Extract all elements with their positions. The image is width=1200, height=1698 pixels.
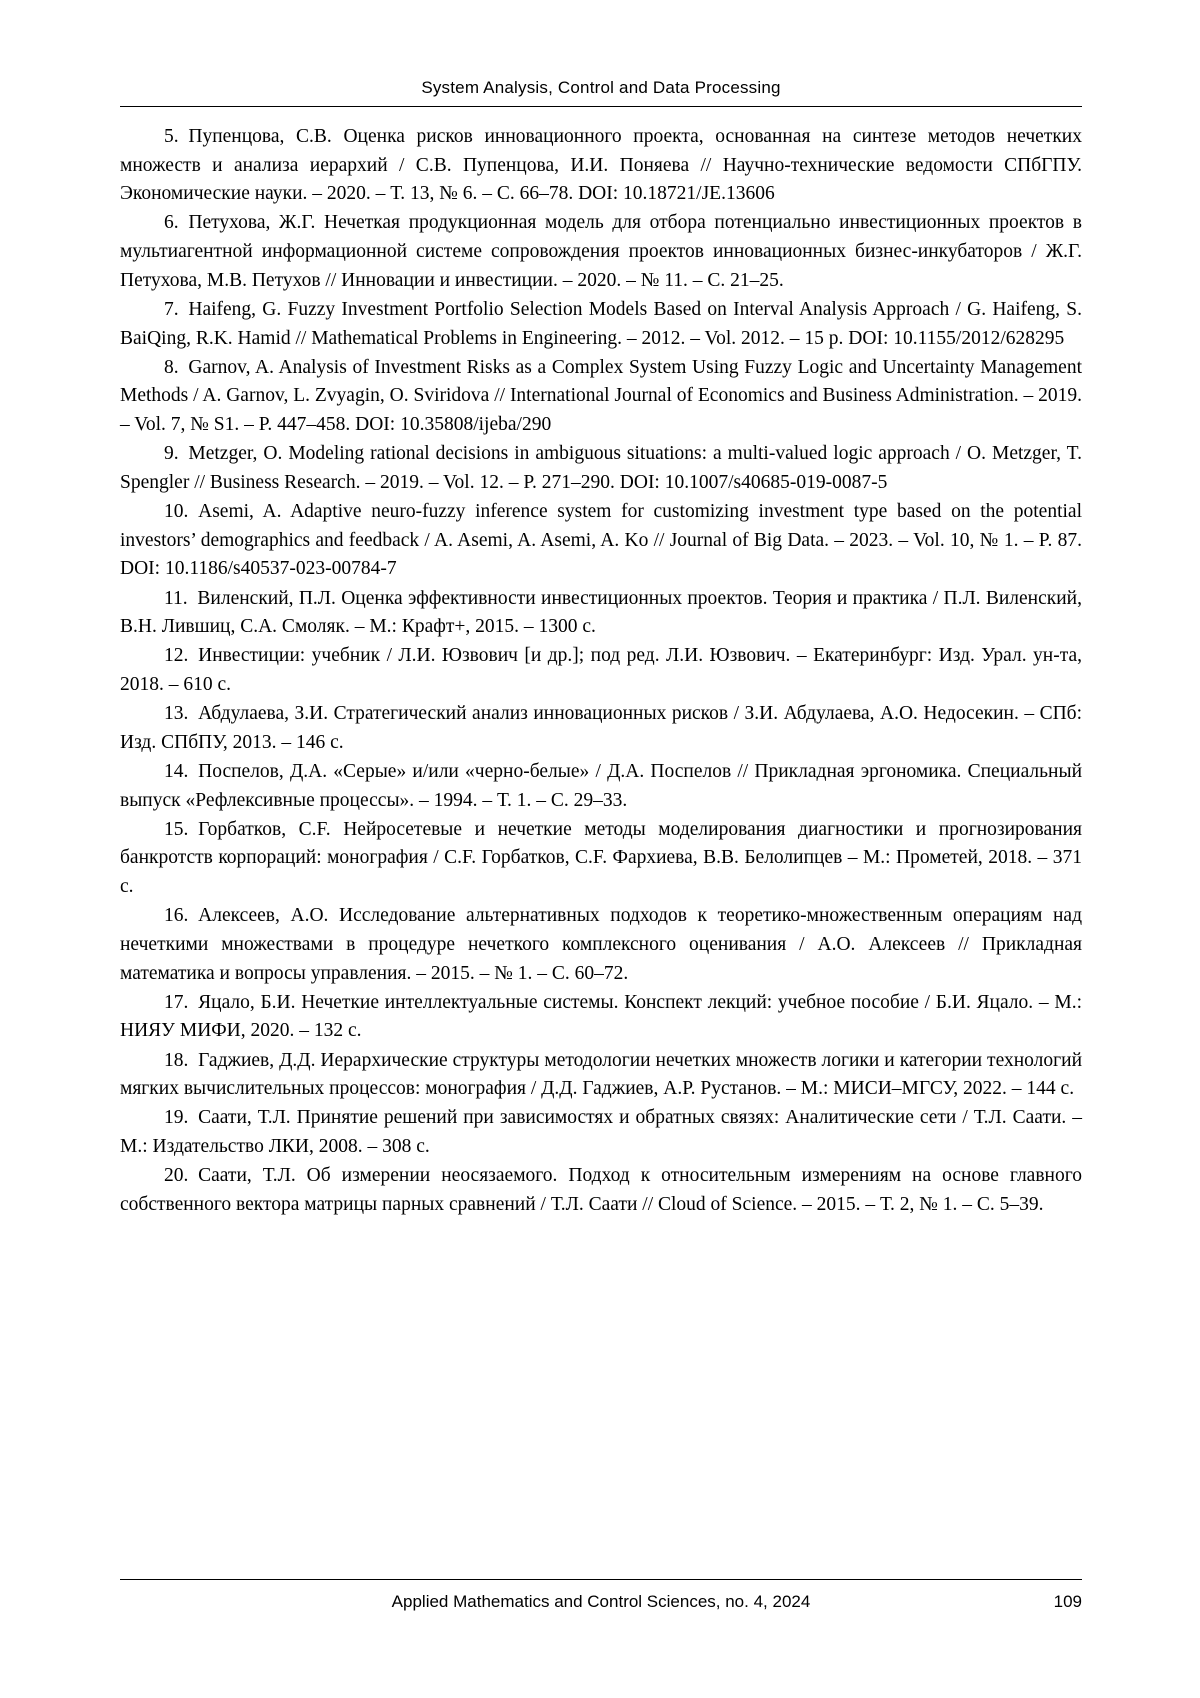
page-number: 109: [1053, 1592, 1082, 1611]
journal-citation: Applied Mathematics and Control Sciences, no. 4, 2024: [391, 1592, 811, 1611]
list-item: 9. Metzger, O. Modeling rational decisions in ambiguous situations: a multi-valued logic approach / O. Metzger, T. Spengler // Business Research. – 2019. – Vol. 12. – P. 271–290. DOI: 10.1007/s40685-019-0087-5: [120, 443, 1082, 493]
header-rule: [120, 106, 1082, 107]
footer-content: [120, 1580, 1082, 1612]
list-item: 10. Asemi, A. Adaptive neuro-fuzzy inference system for customizing investment type based on the potential investors’ demographics and feedback / A. Asemi, A. Asemi, A. Ko // Journal of Big Data. – 2023. – Vol. 10, № 1. – P. 87. DOI: 10.1186/s40537-023-00784-7: [120, 501, 1082, 580]
list-item: 11. Виленский, П.Л. Оценка эффективности инвестиционных проектов. Теория и практика / П.Л. Виленский, В.Н. Лившиц, С.А. Смоляк. – М.: Крафт+, 2015. – 1300 с.: [120, 587, 1082, 638]
list-item: 17. Яцало, Б.И. Нечеткие интеллектуальные системы. Конспект лекций: учебное пособие / Б.И. Яцало. – М.: НИЯУ МИФИ, 2020. – 132 с.: [120, 991, 1082, 1042]
page-content: [120, 78, 1082, 1220]
list-item: 18. Гаджиев, Д.Д. Иерархические структуры методологии нечетких множеств логики и категории технологий мягких вычислительных процессов: монография / Д.Д. Гаджиев, А.Р. Рустанов. – М.: МИСИ–МГСУ, 2022. – 144 с.: [120, 1049, 1082, 1100]
reference-list: [120, 123, 1082, 1219]
list-item: 6. Петухова, Ж.Г. Нечеткая продукционная модель для отбора потенциально инвестиционных проектов в мультиагентной информационной системе сопровождения проектов инновационных бизнес-инкубаторов / Ж.Г. Петухова, М.В. Петухов // Инновации и инвестиции. – 2020. – № 11. – С. 21–25.: [120, 212, 1082, 291]
list-item: 19. Саати, Т.Л. Принятие решений при зависимостях и обратных связях: Аналитические сети / Т.Л. Саати. – М.: Издательство ЛКИ, 2008. – 308 с.: [120, 1107, 1082, 1157]
list-item: 7. Haifeng, G. Fuzzy Investment Portfolio Selection Models Based on Interval Analysis Approach / G. Haifeng, S. BaiQing, R.K. Hamid // Mathematical Problems in Engineering. – 2012. – Vol. 2012. – 15 p. DOI: 10.1155/2012/628295: [120, 298, 1082, 349]
list-item: 5. Пупенцова, С.В. Оценка рисков инновационного проекта, основанная на синтезе методов нечетких множеств и анализа иерархий / С.В. Пупенцова, И.И. Поняева // Научно-технические ведомости СПбГПУ. Экономические науки. – 2020. – Т. 13, № 6. – С. 66–78. DOI: 10.18721/JE.13606: [120, 126, 1082, 205]
list-item: 16. Алексеев, А.О. Исследование альтернативных подходов к теоретико-множественным операциям над нечеткими множествами в процедуре нечеткого комплексного оценивания / А.О. Алексеев // Прикладная математика и вопросы управления. – 2015. – № 1. – С. 60–72.: [120, 905, 1082, 984]
list-item: 20. Саати, Т.Л. Об измерении неосязаемого. Подход к относительным измерениям на основе главного собственного вектора матрицы парных сравнений / Т.Л. Саати // Cloud of Science. – 2015. – Т. 2, № 1. – С. 5–39.: [120, 1165, 1082, 1215]
page-footer: [120, 1579, 1082, 1612]
list-item: 15. Горбатков, С.F. Нейросетевые и нечеткие методы моделирования диагностики и прогнозирования банкротств корпораций: монография / С.F. Горбатков, С.F. Фархиева, В.В. Белолипцев – М.: Прометей, 2018. – 371 с.: [120, 818, 1082, 898]
list-item: 14. Поспелов, Д.А. «Серые» и/или «черно-белые» / Д.А. Поспелов // Прикладная эргономика. Специальный выпуск «Рефлексивные процессы». – 1994. – Т. 1. – С. 29–33.: [120, 760, 1082, 811]
list-item: 12. Инвестиции: учебник / Л.И. Юзвович [и др.]; под ред. Л.И. Юзвович. – Екатеринбург: Изд. Урал. ун-та, 2018. – 610 с.: [120, 645, 1082, 695]
list-item: 13. Абдулаева, З.И. Стратегический анализ инновационных рисков / З.И. Абдулаева, А.О. Недосекин. – СПб: Изд. СПбПУ, 2013. – 146 с.: [120, 703, 1082, 753]
list-item: 8. Garnov, A. Analysis of Investment Risks as a Complex System Using Fuzzy Logic and Uncertainty Management Methods / A. Garnov, L. Zvyagin, O. Sviridova // International Journal of Economics and Business Administration. – 2019. – Vol. 7, № S1. – P. 447–458. DOI: 10.35808/ijeba/290: [120, 356, 1082, 436]
running-head: System Analysis, Control and Data Processing: [421, 78, 781, 97]
